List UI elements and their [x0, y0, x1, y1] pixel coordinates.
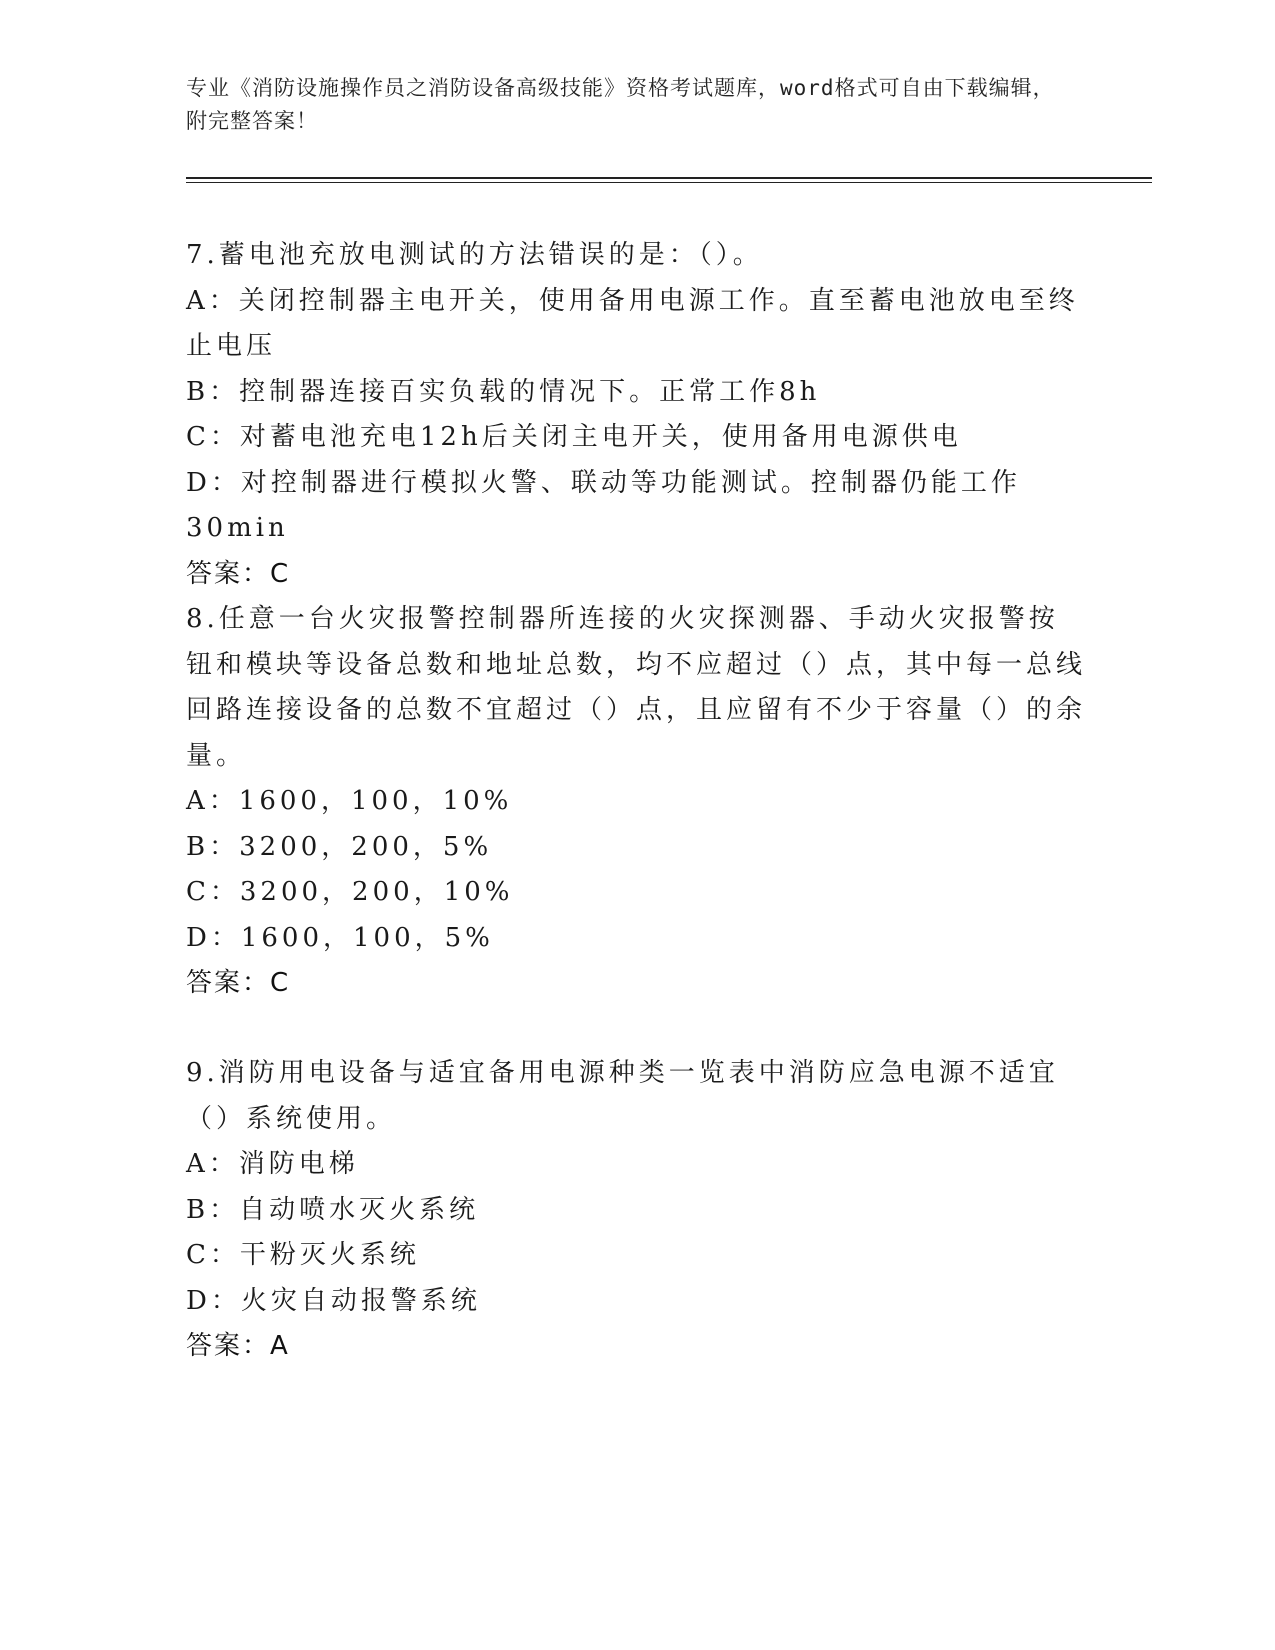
- header-divider-thin: [186, 182, 1152, 183]
- option-a: A：1600，100，10%: [186, 786, 513, 816]
- option-d: D：对控制器进行模拟火警、联动等功能测试。控制器仍能工作30min: [186, 467, 1021, 543]
- option-b: B：自动喷水灭火系统: [186, 1194, 480, 1225]
- question-7: [186, 233, 1086, 597]
- option-a: A：消防电梯: [186, 1149, 359, 1179]
- option-c: C：干粉灭火系统: [186, 1240, 420, 1270]
- option-d: D：火灾自动报警系统: [186, 1285, 481, 1316]
- option-c: C：对蓄电池充电12h后关闭主电开关，使用备用电源供电: [186, 422, 962, 452]
- question-stem: 8.任意一台火灾报警控制器所连接的火灾探测器、手动火灾报警按钮和模块等设备总数和地址总数，均不应超过（）点，其中每一总线回路连接设备的总数不宜超过（）点，且应留有不少于容量（）的余量。: [186, 604, 1087, 771]
- option-d: D：1600，100，5%: [186, 922, 494, 953]
- question-stem: 9.消防用电设备与适宜备用电源种类一览表中消防应急电源不适宜（）系统使用。: [186, 1058, 1059, 1134]
- question-8: [186, 597, 1086, 1007]
- option-b: B：3200，200，5%: [186, 831, 493, 862]
- header-divider-thick: [186, 177, 1152, 179]
- answer-text: 答案：A: [186, 1331, 290, 1361]
- option-c: C：3200，200，10%: [186, 877, 514, 907]
- option-b: B：控制器连接百实负载的情况下。正常工作8h: [186, 376, 821, 407]
- document-header: 专业《消防设施操作员之消防设备高级技能》资格考试题库，word格式可自由下载编辑，附完整答案！: [186, 76, 1055, 133]
- question-stem: 7.蓄电池充放电测试的方法错误的是：（）。: [186, 240, 763, 270]
- question-9: [186, 1051, 1086, 1370]
- option-a: A：关闭控制器主电开关，使用备用电源工作。直至蓄电池放电至终止电压: [186, 285, 1079, 361]
- answer-text: 答案：C: [186, 558, 291, 589]
- answer-text: 答案：C: [186, 968, 291, 998]
